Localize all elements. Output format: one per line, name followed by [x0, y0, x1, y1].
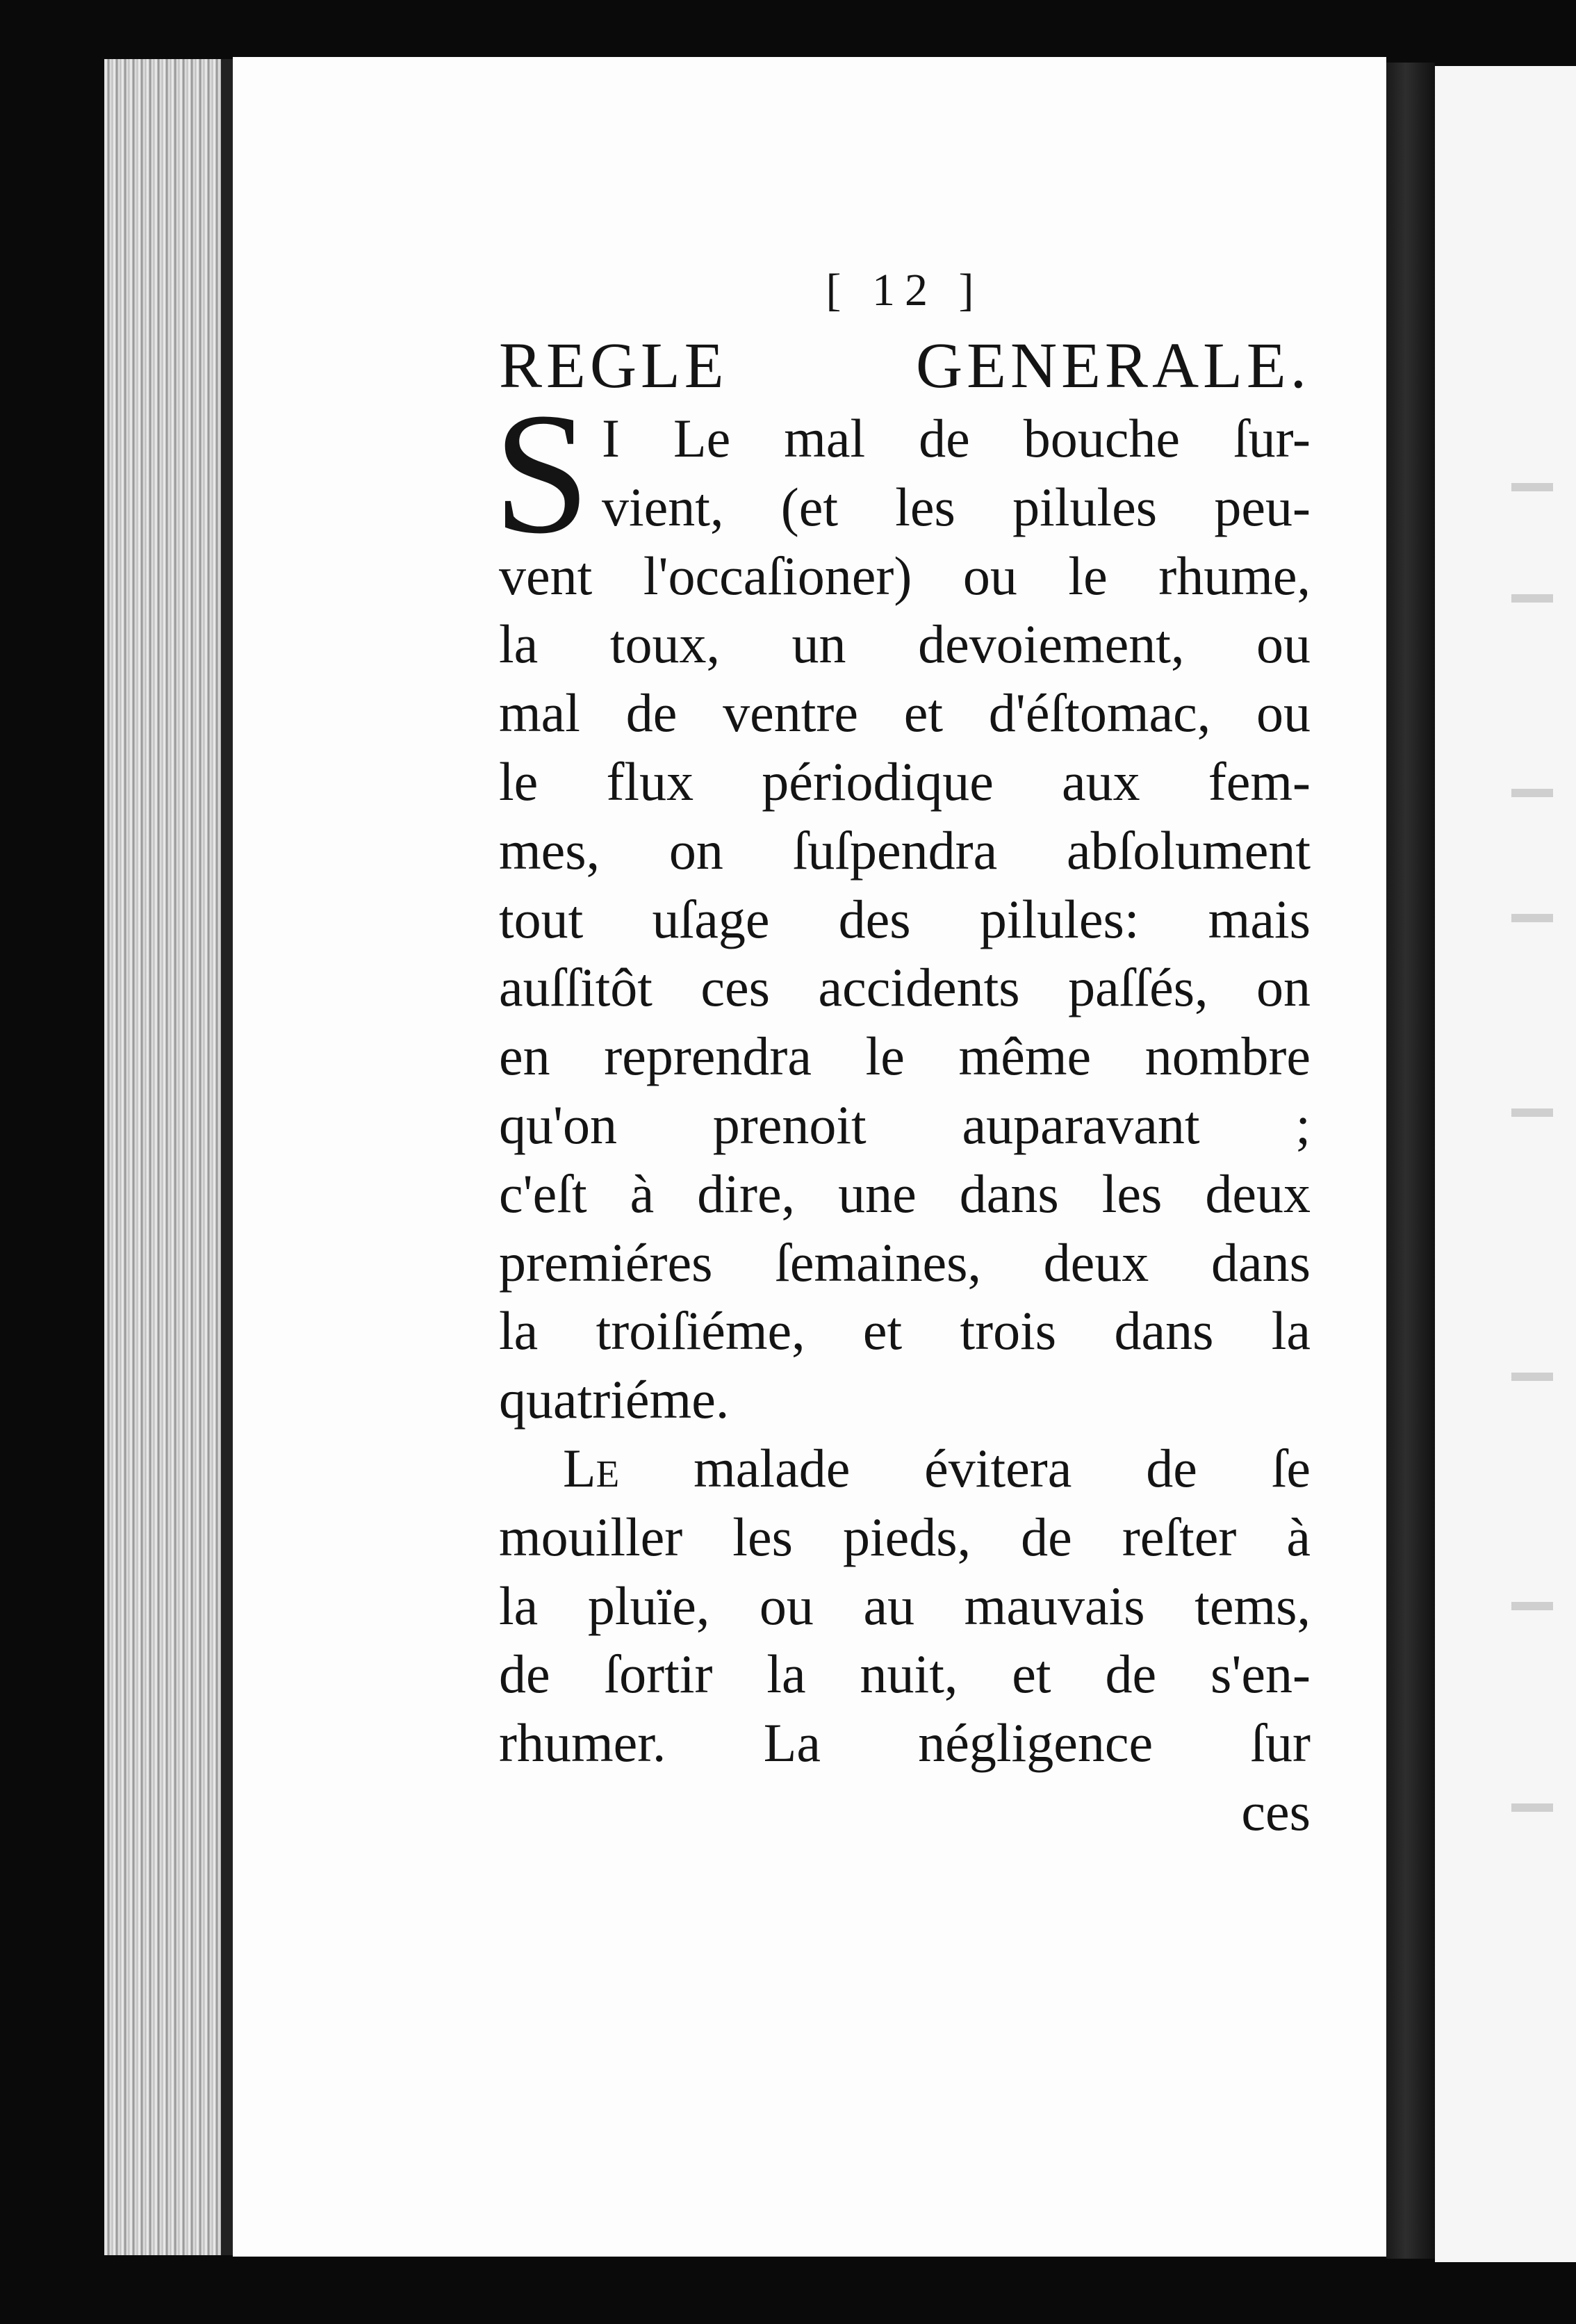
- paragraph-1: [493, 377, 1311, 1434]
- text-line: la toux, un devoiement, ou: [499, 614, 1311, 675]
- drop-cap: S: [493, 377, 591, 570]
- facing-page-fragment: [1435, 66, 1576, 2262]
- paragraph-2: [499, 1434, 1311, 1778]
- text-line: [499, 1434, 1311, 1503]
- section-heading: REGLE GENERALE.: [499, 330, 1311, 402]
- catchword: ces: [1241, 1781, 1311, 1842]
- text-line: vient, (et les pilules peu-: [602, 476, 1311, 537]
- book-gutter: [1386, 63, 1435, 2259]
- text-line: la pluïe, ou au mauvais tems,: [499, 1575, 1311, 1636]
- text-line: quatriéme.: [499, 1369, 730, 1430]
- text-line: de ſortir la nuit, et de s'en-: [499, 1644, 1311, 1705]
- left-page-edges: [104, 59, 236, 2255]
- text-line: en reprendra le même nombre: [499, 1026, 1311, 1087]
- page-text: [493, 259, 1311, 1847]
- text-line: rhumer. La négligence ſur: [499, 1712, 1311, 1774]
- text-line: la troiſiéme, et trois dans la: [499, 1300, 1311, 1361]
- text-line: I Le mal de bouche ſur-: [602, 408, 1311, 468]
- text-line: auſſitôt ces accidents paſſés, on: [499, 957, 1311, 1018]
- page-number: [ 12 ]: [826, 265, 984, 316]
- text-line: mouiller les pieds, de reſter à: [499, 1506, 1311, 1567]
- text-line: tout uſage des pilules: mais: [499, 888, 1311, 949]
- text-line: vent l'occaſioner) ou le rhume,: [499, 545, 1311, 606]
- text-line: c'eſt à dire, une dans les deux: [499, 1163, 1311, 1224]
- lead-word: Le: [563, 1437, 620, 1498]
- text-line: mal de ventre et d'éſtomac, ou: [499, 682, 1311, 744]
- text-line: le flux périodique aux fem-: [499, 751, 1311, 812]
- text-line-rest: malade évitera de ſe: [619, 1437, 1311, 1498]
- text-line: mes, on ſuſpendra abſolument: [499, 819, 1311, 881]
- text-line: qu'on prenoit auparavant ;: [499, 1094, 1311, 1155]
- text-line: premiéres ſemaines, deux dans: [499, 1231, 1311, 1293]
